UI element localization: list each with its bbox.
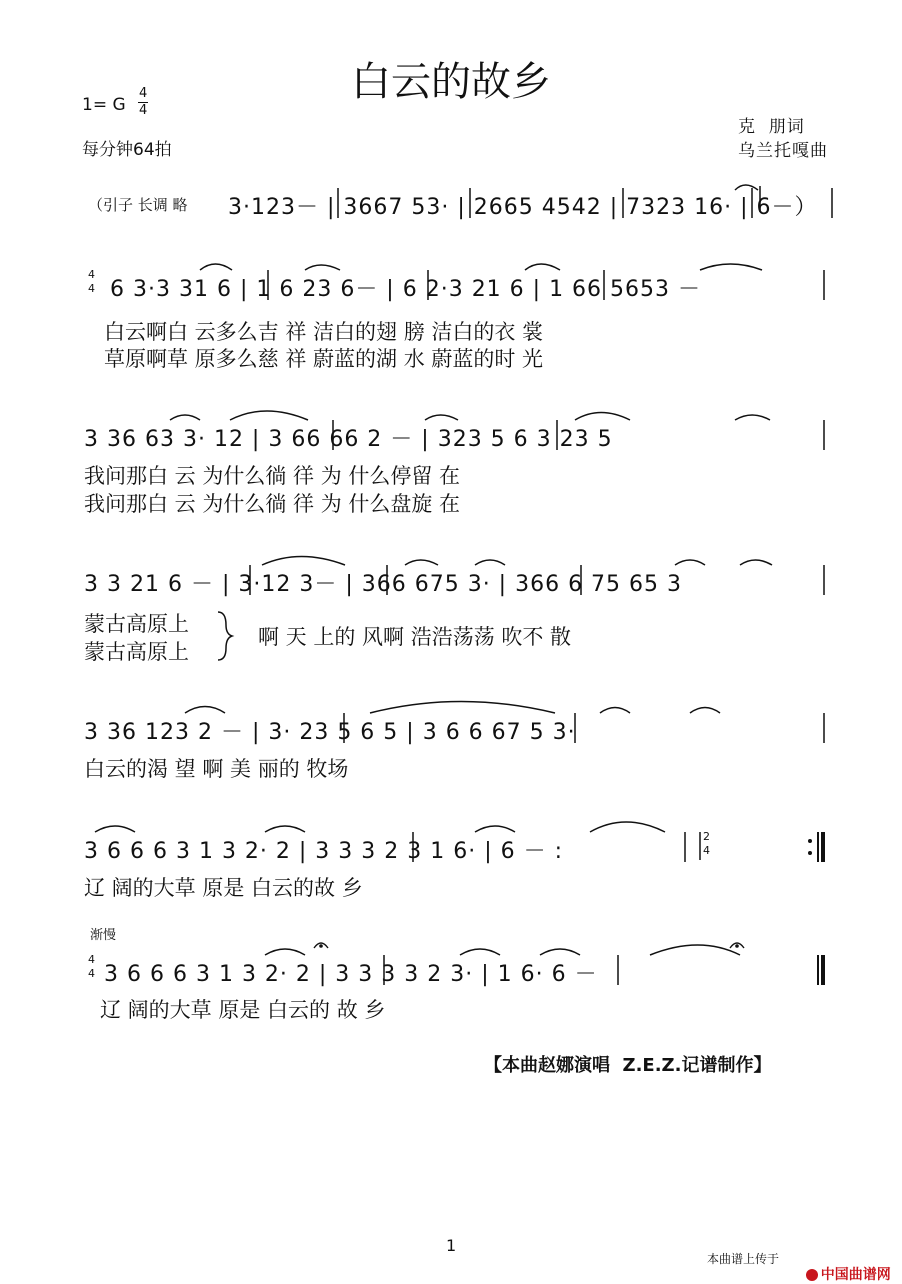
slur	[95, 826, 135, 832]
tempo-marking: 每分钟64拍	[82, 140, 172, 160]
slur	[690, 708, 720, 714]
score-row-7: 3 6 6 6 3 1 3 2· 2 | 3 3 3 3 2 3· | 1 6· 6 －	[104, 962, 598, 987]
slur	[740, 560, 772, 565]
row7-ts-top: 4	[88, 953, 95, 966]
fermata-dot	[735, 944, 739, 948]
slur	[475, 560, 505, 565]
score-row-4: 3 3 21 6 － | 3·12 3－ | 366 675 3· | 366 6 75 65 3	[84, 572, 683, 597]
performance-note: 【本曲赵娜演唱 Z.E.Z.记谱制作】	[484, 1055, 772, 1076]
upload-label: 本曲谱上传于	[707, 1252, 780, 1266]
page-title: 白云的故乡	[351, 59, 551, 105]
lyric-row-4-chorus: 啊 天 上的 风啊 浩浩荡荡 吹不 散	[258, 625, 572, 649]
slur	[265, 826, 305, 832]
score-row-2: 6 3·3 31 6 | 1 6 23 6－ | 6 2·3 21 6 | 1 66 5653 －	[110, 277, 702, 302]
row2-ts-bottom: 4	[88, 282, 95, 295]
repeat-dot	[808, 851, 812, 855]
lyric-row-3a: 我问那白 云 为什么徜 徉 为 什么停留 在	[84, 464, 461, 488]
slur	[370, 702, 555, 714]
row6-ts-top: 2	[703, 830, 710, 843]
slur	[425, 415, 458, 420]
score-row-3: 3 36 63 3· 12 | 3 66 66 2 － | 323 5 6 3 23 5	[84, 427, 613, 452]
slur	[230, 411, 308, 420]
slur	[475, 826, 515, 832]
page-number: 1	[446, 1236, 457, 1255]
slur	[525, 264, 560, 270]
slur	[405, 560, 438, 565]
lyric-row-7: 辽 阔的大草 原是 白云的 故 乡	[100, 998, 386, 1022]
lyric-row-5: 白云的渴 望 啊 美 丽的 牧场	[84, 757, 349, 781]
intro-label: （引子 长调 略	[88, 196, 188, 214]
slur	[600, 708, 630, 714]
slur	[262, 557, 345, 566]
slur	[460, 949, 500, 955]
row2-ts-top: 4	[88, 268, 95, 281]
lyric-brace	[218, 612, 232, 660]
slur	[700, 264, 762, 270]
repeat-dot	[808, 839, 812, 843]
score-row-1: 3·123－ | 3667 53· | 2665 4542 | 7323 16· | 6－）	[228, 195, 818, 220]
lyricist-credit: 克 朋词	[738, 117, 805, 137]
slur	[170, 415, 200, 420]
lyric-row-3b: 我问那白 云 为什么徜 徉 为 什么盘旋 在	[84, 492, 461, 516]
key-signature: 1= G	[82, 95, 126, 115]
slur	[575, 413, 630, 421]
lyric-row-4b: 蒙古高原上	[84, 640, 189, 664]
slur	[735, 415, 770, 420]
row6-ts-bottom: 4	[703, 844, 710, 857]
lyric-row-4a: 蒙古高原上	[84, 612, 189, 636]
composer-credit: 乌兰托嘎曲	[738, 141, 828, 161]
slur	[590, 822, 665, 832]
brand-name: 中国曲谱网	[820, 1267, 891, 1283]
time-signature-top: 4	[139, 86, 148, 101]
slur	[650, 945, 740, 955]
slur	[200, 264, 232, 270]
fermata-dot	[319, 944, 323, 948]
slur	[675, 560, 705, 565]
slur	[185, 707, 225, 714]
slur	[265, 949, 305, 955]
slur	[305, 265, 340, 270]
score-row-6: 3 6 6 6 3 1 3 2· 2 | 3 3 3 2 3 1 6· | 6 － :	[84, 839, 564, 864]
lyric-row-2b: 草原啊草 原多么慈 祥 蔚蓝的湖 水 蔚蓝的时 光	[104, 347, 544, 371]
row7-ts-bottom: 4	[88, 967, 95, 980]
score-row-5: 3 36 123 2 － | 3· 23 5 6 5 | 3 6 6 67 5 3·	[84, 720, 576, 745]
tempo-change: 渐慢	[90, 928, 117, 943]
slur	[540, 949, 580, 955]
lyric-row-2a: 白云啊白 云多么吉 祥 洁白的翅 膀 洁白的衣 裳	[104, 320, 544, 344]
brand-icon	[806, 1269, 818, 1281]
lyric-row-6: 辽 阔的大草 原是 白云的故 乡	[84, 876, 363, 900]
time-signature-bottom: 4	[139, 103, 148, 118]
site-logo[interactable]	[796, 1248, 891, 1284]
